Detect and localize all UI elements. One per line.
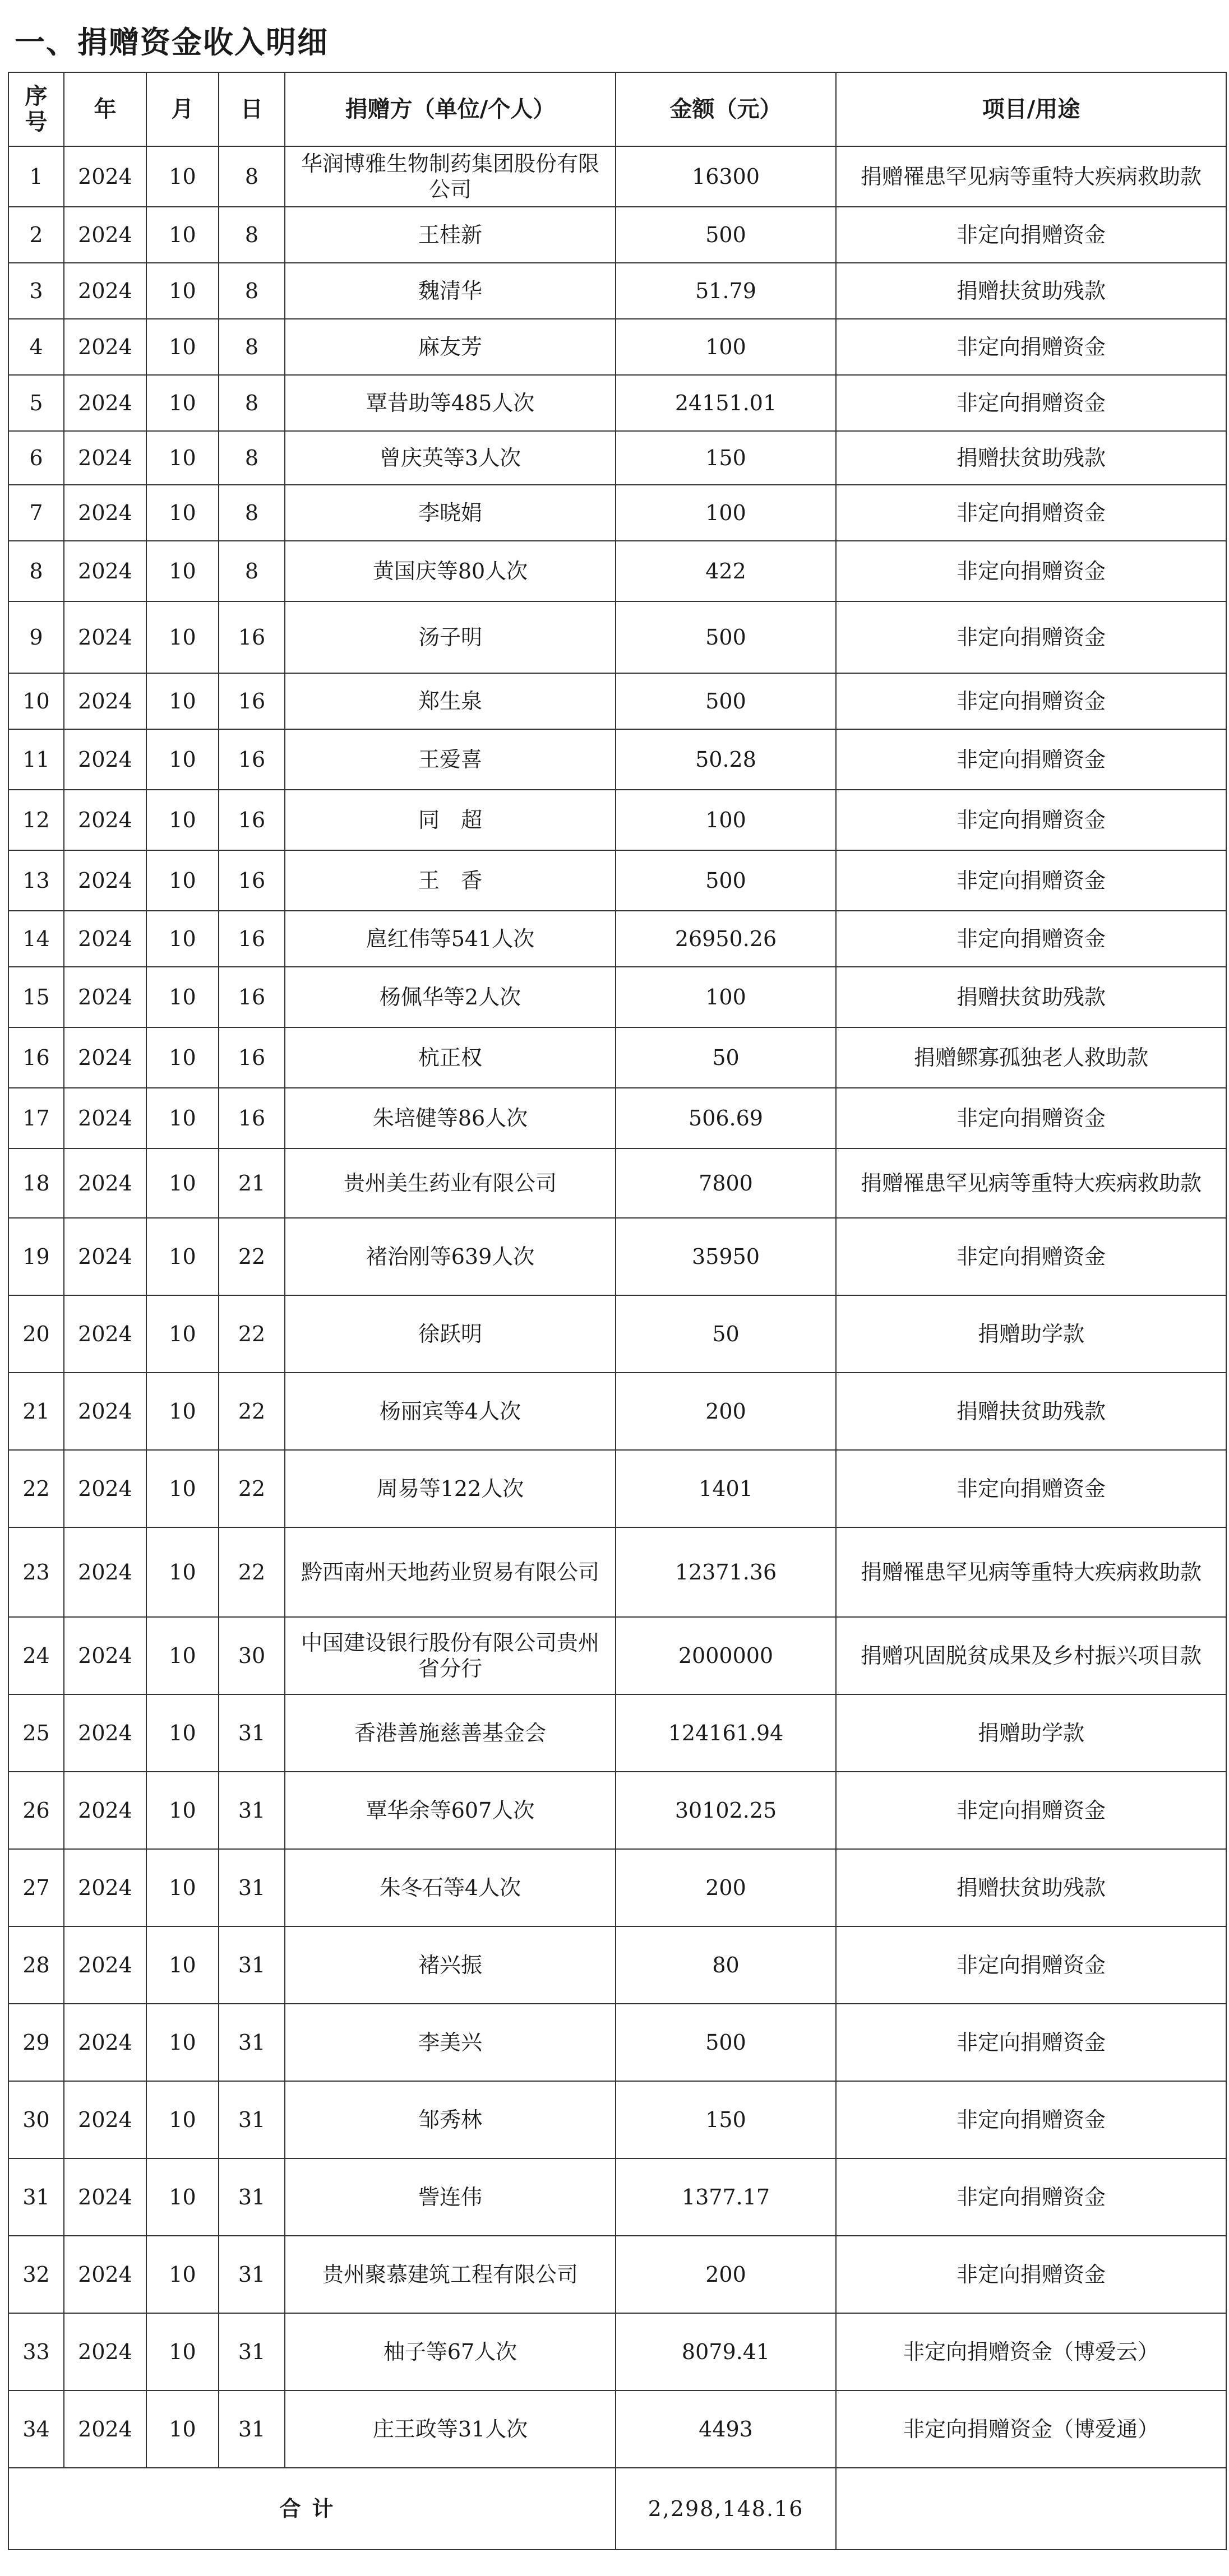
cell-amount: 506.69 — [616, 1088, 836, 1148]
table-row — [8, 850, 1226, 911]
table-row — [8, 1450, 1226, 1527]
cell-month: 10 — [146, 1088, 219, 1148]
cell-amount: 100 — [616, 967, 836, 1027]
cell-amount: 422 — [616, 541, 836, 601]
cell-year: 2024 — [64, 1849, 146, 1926]
cell-year: 2024 — [64, 146, 146, 207]
table-row — [8, 319, 1226, 375]
cell-donor: 杭正权 — [285, 1027, 616, 1088]
cell-seq: 21 — [8, 1373, 64, 1450]
cell-purpose: 捐赠助学款 — [836, 1694, 1226, 1772]
cell-seq: 11 — [8, 729, 64, 790]
cell-purpose: 非定向捐赠资金 — [836, 1450, 1226, 1527]
cell-day: 8 — [219, 431, 285, 485]
cell-month: 10 — [146, 2004, 219, 2081]
cell-month: 10 — [146, 1617, 219, 1694]
cell-seq: 22 — [8, 1450, 64, 1527]
cell-amount: 16300 — [616, 146, 836, 207]
cell-seq: 20 — [8, 1295, 64, 1373]
cell-month: 10 — [146, 1694, 219, 1772]
table-row — [8, 967, 1226, 1027]
cell-amount: 7800 — [616, 1148, 836, 1218]
cell-month: 10 — [146, 146, 219, 207]
cell-seq: 5 — [8, 375, 64, 431]
cell-amount: 100 — [616, 319, 836, 375]
cell-month: 10 — [146, 1450, 219, 1527]
cell-donor: 中国建设银行股份有限公司贵州省分行 — [285, 1617, 616, 1694]
cell-amount: 8079.41 — [616, 2313, 836, 2390]
cell-month: 10 — [146, 541, 219, 601]
table-row — [8, 729, 1226, 790]
cell-year: 2024 — [64, 673, 146, 729]
cell-amount: 51.79 — [616, 263, 836, 319]
cell-donor: 王桂新 — [285, 207, 616, 263]
cell-day: 22 — [219, 1527, 285, 1617]
cell-purpose: 非定向捐赠资金 — [836, 1926, 1226, 2004]
cell-amount: 12371.36 — [616, 1527, 836, 1617]
cell-month: 10 — [146, 1148, 219, 1218]
cell-seq: 34 — [8, 2390, 64, 2468]
cell-year: 2024 — [64, 2313, 146, 2390]
header-year: 年 — [64, 72, 146, 146]
table-row — [8, 1027, 1226, 1088]
cell-seq: 24 — [8, 1617, 64, 1694]
cell-seq: 3 — [8, 263, 64, 319]
table-row — [8, 2390, 1226, 2468]
cell-donor: 郑生泉 — [285, 673, 616, 729]
cell-donor: 庄王政等31人次 — [285, 2390, 616, 2468]
cell-year: 2024 — [64, 485, 146, 541]
cell-purpose: 非定向捐赠资金 — [836, 2081, 1226, 2158]
cell-donor: 王 香 — [285, 850, 616, 911]
cell-day: 8 — [219, 207, 285, 263]
cell-purpose: 非定向捐赠资金 — [836, 601, 1226, 673]
cell-amount: 500 — [616, 2004, 836, 2081]
table-row — [8, 1617, 1226, 1694]
donation-income-table — [8, 72, 1227, 2550]
cell-month: 10 — [146, 673, 219, 729]
cell-purpose: 非定向捐赠资金 — [836, 2004, 1226, 2081]
cell-day: 21 — [219, 1148, 285, 1218]
cell-donor: 黄国庆等80人次 — [285, 541, 616, 601]
cell-amount: 50 — [616, 1295, 836, 1373]
cell-donor: 徐跃明 — [285, 1295, 616, 1373]
cell-month: 10 — [146, 729, 219, 790]
cell-purpose: 非定向捐赠资金 — [836, 1218, 1226, 1295]
cell-year: 2024 — [64, 1527, 146, 1617]
cell-amount: 1377.17 — [616, 2158, 836, 2236]
cell-amount: 500 — [616, 850, 836, 911]
cell-month: 10 — [146, 1849, 219, 1926]
cell-month: 10 — [146, 1373, 219, 1450]
cell-purpose: 捐赠助学款 — [836, 1295, 1226, 1373]
cell-purpose: 非定向捐赠资金 — [836, 1772, 1226, 1849]
cell-seq: 26 — [8, 1772, 64, 1849]
cell-donor: 訾连伟 — [285, 2158, 616, 2236]
cell-month: 10 — [146, 431, 219, 485]
cell-year: 2024 — [64, 850, 146, 911]
table-row — [8, 485, 1226, 541]
cell-day: 8 — [219, 263, 285, 319]
cell-seq: 6 — [8, 431, 64, 485]
cell-month: 10 — [146, 2158, 219, 2236]
cell-amount: 80 — [616, 1926, 836, 2004]
cell-amount: 200 — [616, 2236, 836, 2313]
cell-day: 8 — [219, 541, 285, 601]
cell-purpose: 捐赠扶贫助残款 — [836, 263, 1226, 319]
cell-amount: 200 — [616, 1849, 836, 1926]
cell-seq: 10 — [8, 673, 64, 729]
cell-year: 2024 — [64, 375, 146, 431]
table-row — [8, 601, 1226, 673]
table-row — [8, 1772, 1226, 1849]
cell-amount: 4493 — [616, 2390, 836, 2468]
table-row — [8, 1527, 1226, 1617]
cell-seq: 13 — [8, 850, 64, 911]
cell-donor: 贵州美生药业有限公司 — [285, 1148, 616, 1218]
cell-purpose: 非定向捐赠资金 — [836, 2158, 1226, 2236]
cell-seq: 32 — [8, 2236, 64, 2313]
cell-day: 16 — [219, 601, 285, 673]
cell-amount: 2000000 — [616, 1617, 836, 1694]
cell-month: 10 — [146, 375, 219, 431]
cell-purpose: 非定向捐赠资金 — [836, 2236, 1226, 2313]
cell-month: 10 — [146, 2390, 219, 2468]
cell-donor: 杨佩华等2人次 — [285, 967, 616, 1027]
cell-year: 2024 — [64, 1926, 146, 2004]
total-amount: 2,298,148.16 — [616, 2468, 836, 2550]
cell-year: 2024 — [64, 541, 146, 601]
table-row — [8, 1849, 1226, 1926]
cell-day: 31 — [219, 2313, 285, 2390]
cell-amount: 30102.25 — [616, 1772, 836, 1849]
cell-seq: 2 — [8, 207, 64, 263]
cell-purpose: 捐赠罹患罕见病等重特大疾病救助款 — [836, 1148, 1226, 1218]
table-row — [8, 1088, 1226, 1148]
cell-purpose: 非定向捐赠资金 — [836, 1088, 1226, 1148]
cell-purpose: 非定向捐赠资金 — [836, 375, 1226, 431]
cell-year: 2024 — [64, 1373, 146, 1450]
cell-amount: 26950.26 — [616, 911, 836, 967]
cell-month: 10 — [146, 967, 219, 1027]
cell-month: 10 — [146, 485, 219, 541]
table-row — [8, 1926, 1226, 2004]
cell-seq: 28 — [8, 1926, 64, 2004]
cell-year: 2024 — [64, 2081, 146, 2158]
cell-amount: 500 — [616, 207, 836, 263]
cell-donor: 同 超 — [285, 790, 616, 850]
cell-day: 8 — [219, 146, 285, 207]
cell-amount: 1401 — [616, 1450, 836, 1527]
cell-donor: 香港善施慈善基金会 — [285, 1694, 616, 1772]
cell-day: 16 — [219, 967, 285, 1027]
table-row — [8, 1295, 1226, 1373]
cell-month: 10 — [146, 790, 219, 850]
cell-day: 16 — [219, 911, 285, 967]
table-row — [8, 375, 1226, 431]
cell-amount: 500 — [616, 601, 836, 673]
cell-month: 10 — [146, 1527, 219, 1617]
cell-donor: 朱培健等86人次 — [285, 1088, 616, 1148]
cell-purpose: 捐赠扶贫助残款 — [836, 431, 1226, 485]
table-row — [8, 911, 1226, 967]
cell-amount: 200 — [616, 1373, 836, 1450]
cell-year: 2024 — [64, 2236, 146, 2313]
cell-day: 30 — [219, 1617, 285, 1694]
cell-donor: 王爱喜 — [285, 729, 616, 790]
cell-day: 31 — [219, 1926, 285, 2004]
cell-donor: 李美兴 — [285, 2004, 616, 2081]
cell-purpose: 非定向捐赠资金 — [836, 319, 1226, 375]
cell-day: 31 — [219, 1849, 285, 1926]
total-label: 合计 — [8, 2468, 616, 2550]
cell-purpose: 捐赠扶贫助残款 — [836, 1373, 1226, 1450]
table-row — [8, 2236, 1226, 2313]
table-row — [8, 1218, 1226, 1295]
cell-year: 2024 — [64, 1218, 146, 1295]
cell-month: 10 — [146, 2313, 219, 2390]
table-row — [8, 1694, 1226, 1772]
cell-donor: 覃华余等607人次 — [285, 1772, 616, 1849]
cell-month: 10 — [146, 911, 219, 967]
cell-seq: 9 — [8, 601, 64, 673]
table-row — [8, 263, 1226, 319]
cell-purpose: 捐赠巩固脱贫成果及乡村振兴项目款 — [836, 1617, 1226, 1694]
cell-purpose: 非定向捐赠资金 — [836, 673, 1226, 729]
cell-amount: 24151.01 — [616, 375, 836, 431]
header-amount: 金额（元） — [616, 72, 836, 146]
cell-seq: 14 — [8, 911, 64, 967]
cell-year: 2024 — [64, 2158, 146, 2236]
table-row — [8, 2158, 1226, 2236]
table-row — [8, 2313, 1226, 2390]
cell-day: 22 — [219, 1373, 285, 1450]
cell-day: 22 — [219, 1218, 285, 1295]
cell-donor: 褚治刚等639人次 — [285, 1218, 616, 1295]
cell-month: 10 — [146, 1772, 219, 1849]
cell-donor: 麻友芳 — [285, 319, 616, 375]
cell-year: 2024 — [64, 729, 146, 790]
cell-purpose: 非定向捐赠资金 — [836, 850, 1226, 911]
cell-month: 10 — [146, 1218, 219, 1295]
cell-month: 10 — [146, 2081, 219, 2158]
cell-month: 10 — [146, 1926, 219, 2004]
cell-seq: 23 — [8, 1527, 64, 1617]
cell-day: 22 — [219, 1295, 285, 1373]
cell-amount: 35950 — [616, 1218, 836, 1295]
cell-amount: 124161.94 — [616, 1694, 836, 1772]
cell-amount: 100 — [616, 790, 836, 850]
header-donor: 捐赠方（单位/个人） — [285, 72, 616, 146]
cell-donor: 贵州聚慕建筑工程有限公司 — [285, 2236, 616, 2313]
cell-day: 16 — [219, 1088, 285, 1148]
table-body — [8, 146, 1226, 2468]
cell-donor: 邹秀林 — [285, 2081, 616, 2158]
cell-year: 2024 — [64, 911, 146, 967]
cell-seq: 19 — [8, 1218, 64, 1295]
cell-amount: 100 — [616, 485, 836, 541]
cell-seq: 4 — [8, 319, 64, 375]
cell-purpose: 捐赠鳏寡孤独老人救助款 — [836, 1027, 1226, 1088]
cell-year: 2024 — [64, 1148, 146, 1218]
cell-day: 22 — [219, 1450, 285, 1527]
table-row — [8, 1373, 1226, 1450]
cell-amount: 50 — [616, 1027, 836, 1088]
cell-day: 16 — [219, 673, 285, 729]
cell-seq: 17 — [8, 1088, 64, 1148]
cell-seq: 29 — [8, 2004, 64, 2081]
table-row — [8, 431, 1226, 485]
table-row — [8, 541, 1226, 601]
cell-month: 10 — [146, 319, 219, 375]
cell-donor: 华润博雅生物制药集团股份有限公司 — [285, 146, 616, 207]
cell-day: 31 — [219, 2158, 285, 2236]
cell-month: 10 — [146, 850, 219, 911]
cell-donor: 周易等122人次 — [285, 1450, 616, 1527]
header-purpose: 项目/用途 — [836, 72, 1226, 146]
cell-month: 10 — [146, 207, 219, 263]
cell-day: 8 — [219, 485, 285, 541]
table-row — [8, 2081, 1226, 2158]
cell-day: 8 — [219, 375, 285, 431]
table-row — [8, 207, 1226, 263]
header-month: 月 — [146, 72, 219, 146]
cell-purpose: 非定向捐赠资金 — [836, 729, 1226, 790]
cell-year: 2024 — [64, 2004, 146, 2081]
cell-year: 2024 — [64, 601, 146, 673]
cell-donor: 朱冬石等4人次 — [285, 1849, 616, 1926]
cell-year: 2024 — [64, 1295, 146, 1373]
cell-seq: 18 — [8, 1148, 64, 1218]
cell-purpose: 非定向捐赠资金（博爱通） — [836, 2390, 1226, 2468]
cell-purpose: 捐赠罹患罕见病等重特大疾病救助款 — [836, 1527, 1226, 1617]
cell-month: 10 — [146, 263, 219, 319]
cell-seq: 12 — [8, 790, 64, 850]
cell-day: 31 — [219, 2236, 285, 2313]
table-row — [8, 1148, 1226, 1218]
cell-seq: 33 — [8, 2313, 64, 2390]
cell-year: 2024 — [64, 263, 146, 319]
cell-donor: 柚子等67人次 — [285, 2313, 616, 2390]
cell-day: 31 — [219, 1694, 285, 1772]
cell-purpose: 非定向捐赠资金 — [836, 911, 1226, 967]
cell-day: 16 — [219, 850, 285, 911]
cell-purpose: 非定向捐赠资金 — [836, 207, 1226, 263]
cell-purpose: 捐赠罹患罕见病等重特大疾病救助款 — [836, 146, 1226, 207]
cell-seq: 16 — [8, 1027, 64, 1088]
cell-day: 31 — [219, 2390, 285, 2468]
cell-purpose: 非定向捐赠资金（博爱云） — [836, 2313, 1226, 2390]
cell-amount: 50.28 — [616, 729, 836, 790]
page-title: 一、捐赠资金收入明细 — [15, 25, 329, 60]
table-row — [8, 2004, 1226, 2081]
cell-donor: 褚兴振 — [285, 1926, 616, 2004]
cell-month: 10 — [146, 1295, 219, 1373]
header-day: 日 — [219, 72, 285, 146]
cell-purpose: 非定向捐赠资金 — [836, 790, 1226, 850]
cell-year: 2024 — [64, 1088, 146, 1148]
cell-amount: 500 — [616, 673, 836, 729]
cell-donor: 覃昔助等485人次 — [285, 375, 616, 431]
cell-purpose: 非定向捐赠资金 — [836, 541, 1226, 601]
cell-year: 2024 — [64, 1772, 146, 1849]
cell-year: 2024 — [64, 790, 146, 850]
cell-donor: 汤子明 — [285, 601, 616, 673]
cell-month: 10 — [146, 601, 219, 673]
cell-amount: 150 — [616, 431, 836, 485]
cell-year: 2024 — [64, 1694, 146, 1772]
cell-year: 2024 — [64, 1450, 146, 1527]
cell-seq: 15 — [8, 967, 64, 1027]
cell-day: 8 — [219, 319, 285, 375]
cell-donor: 李晓娟 — [285, 485, 616, 541]
cell-seq: 25 — [8, 1694, 64, 1772]
cell-donor: 扈红伟等541人次 — [285, 911, 616, 967]
cell-day: 31 — [219, 1772, 285, 1849]
cell-seq: 7 — [8, 485, 64, 541]
cell-seq: 27 — [8, 1849, 64, 1926]
cell-donor: 杨丽宾等4人次 — [285, 1373, 616, 1450]
table-row — [8, 673, 1226, 729]
cell-day: 16 — [219, 729, 285, 790]
cell-year: 2024 — [64, 967, 146, 1027]
table-row — [8, 790, 1226, 850]
cell-seq: 31 — [8, 2158, 64, 2236]
cell-seq: 8 — [8, 541, 64, 601]
cell-year: 2024 — [64, 2390, 146, 2468]
cell-seq: 1 — [8, 146, 64, 207]
cell-day: 31 — [219, 2081, 285, 2158]
cell-year: 2024 — [64, 1617, 146, 1694]
cell-purpose: 捐赠扶贫助残款 — [836, 967, 1226, 1027]
total-row — [8, 2468, 1226, 2550]
cell-donor: 黔西南州天地药业贸易有限公司 — [285, 1527, 616, 1617]
cell-purpose: 非定向捐赠资金 — [836, 485, 1226, 541]
cell-year: 2024 — [64, 207, 146, 263]
cell-donor: 曾庆英等3人次 — [285, 431, 616, 485]
cell-donor: 魏清华 — [285, 263, 616, 319]
cell-day: 16 — [219, 790, 285, 850]
cell-year: 2024 — [64, 431, 146, 485]
table-header-row — [8, 72, 1226, 146]
cell-day: 31 — [219, 2004, 285, 2081]
cell-seq: 30 — [8, 2081, 64, 2158]
header-seq: 序号 — [8, 72, 64, 146]
cell-month: 10 — [146, 1027, 219, 1088]
cell-year: 2024 — [64, 319, 146, 375]
table-row — [8, 146, 1226, 207]
total-purpose-empty — [836, 2468, 1226, 2550]
cell-month: 10 — [146, 2236, 219, 2313]
cell-day: 16 — [219, 1027, 285, 1088]
cell-purpose: 捐赠扶贫助残款 — [836, 1849, 1226, 1926]
cell-year: 2024 — [64, 1027, 146, 1088]
cell-amount: 150 — [616, 2081, 836, 2158]
